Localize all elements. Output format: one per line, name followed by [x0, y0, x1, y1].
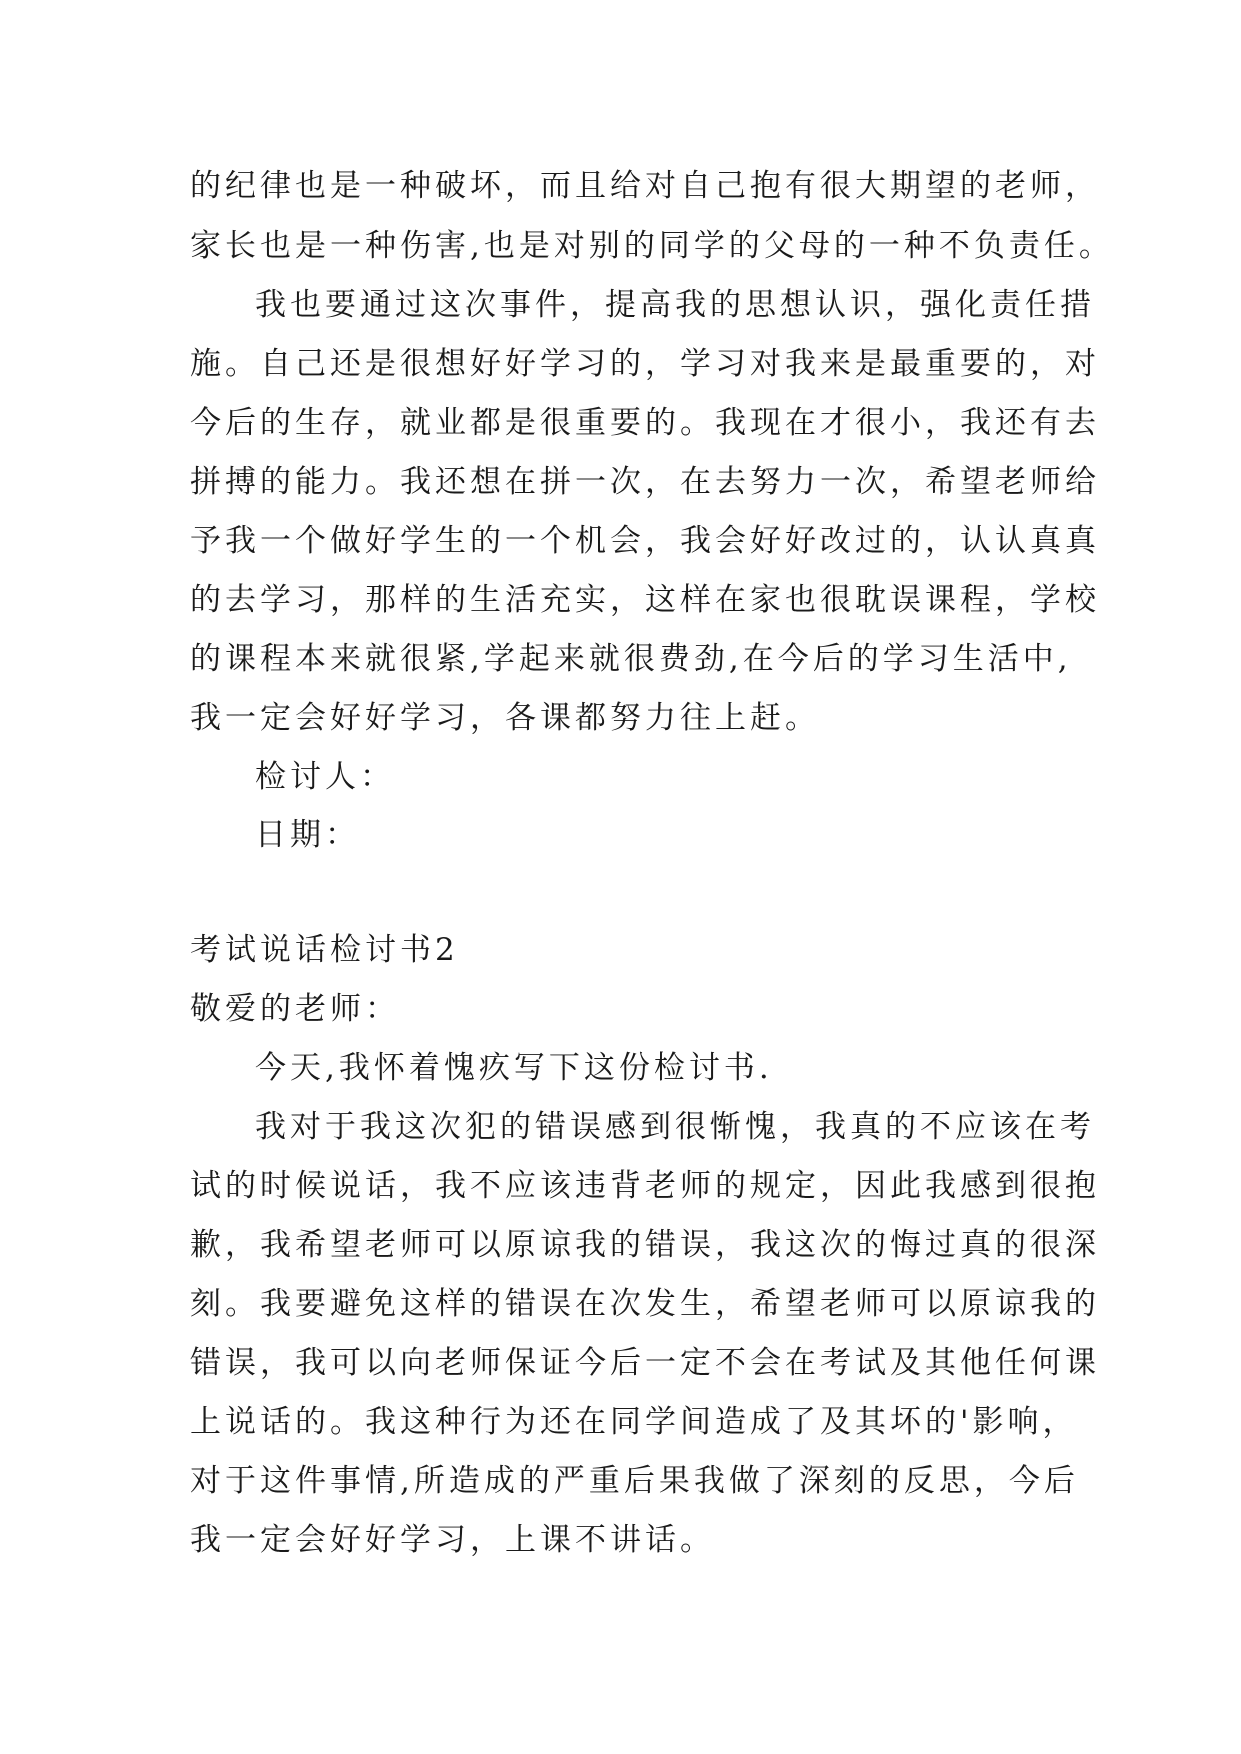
date-label: 日期： [255, 817, 360, 853]
body-line: 对于这件事情,所造成的严重后果我做了深刻的反思，今后 [190, 1463, 1079, 1499]
salutation: 敬爱的老师： [190, 991, 400, 1027]
body-line: 的去学习，那样的生活充实，这样在家也很耽误课程，学校 [190, 582, 1100, 618]
paragraph-start-line: 今天,我怀着愧疚写下这份检讨书. [255, 1050, 773, 1086]
reviewer-label: 检讨人： [255, 759, 395, 795]
body-line: 的课程本来就很紧,学起来就很费劲,在今后的学习生活中, [190, 641, 1072, 677]
body-line: 我一定会好好学习，上课不讲话。 [190, 1522, 715, 1558]
body-line: 予我一个做好学生的一个机会，我会好好改过的，认认真真 [190, 523, 1100, 559]
paragraph-start-line: 我也要通过这次事件，提高我的思想认识，强化责任措 [255, 287, 1095, 323]
body-line: 我一定会好好学习，各课都努力往上赶。 [190, 700, 820, 736]
body-line: 歉，我希望老师可以原谅我的错误，我这次的悔过真的很深 [190, 1227, 1100, 1263]
body-line: 刻。我要避免这样的错误在次发生，希望老师可以原谅我的 [190, 1286, 1100, 1322]
body-line: 错误，我可以向老师保证今后一定不会在考试及其他任何课 [190, 1345, 1100, 1381]
body-line: 今后的生存，就业都是很重要的。我现在才很小，我还有去 [190, 405, 1100, 441]
body-line: 试的时候说话，我不应该违背老师的规定，因此我感到很抱 [190, 1168, 1100, 1204]
body-line: 拼搏的能力。我还想在拼一次，在去努力一次，希望老师给 [190, 464, 1100, 500]
paragraph-start-line: 我对于我这次犯的错误感到很惭愧，我真的不应该在考 [255, 1109, 1095, 1145]
body-line: 家长也是一种伤害,也是对别的同学的父母的一种不负责任。 [190, 228, 1114, 264]
body-line: 施。自己还是很想好好学习的，学习对我来是最重要的，对 [190, 346, 1100, 382]
body-line: 的纪律也是一种破坏，而且给对自己抱有很大期望的老师， [190, 168, 1100, 204]
section-title: 考试说话检讨书2 [190, 932, 459, 968]
body-line: 上说话的。我这种行为还在同学间造成了及其坏的'影响， [190, 1404, 1078, 1440]
